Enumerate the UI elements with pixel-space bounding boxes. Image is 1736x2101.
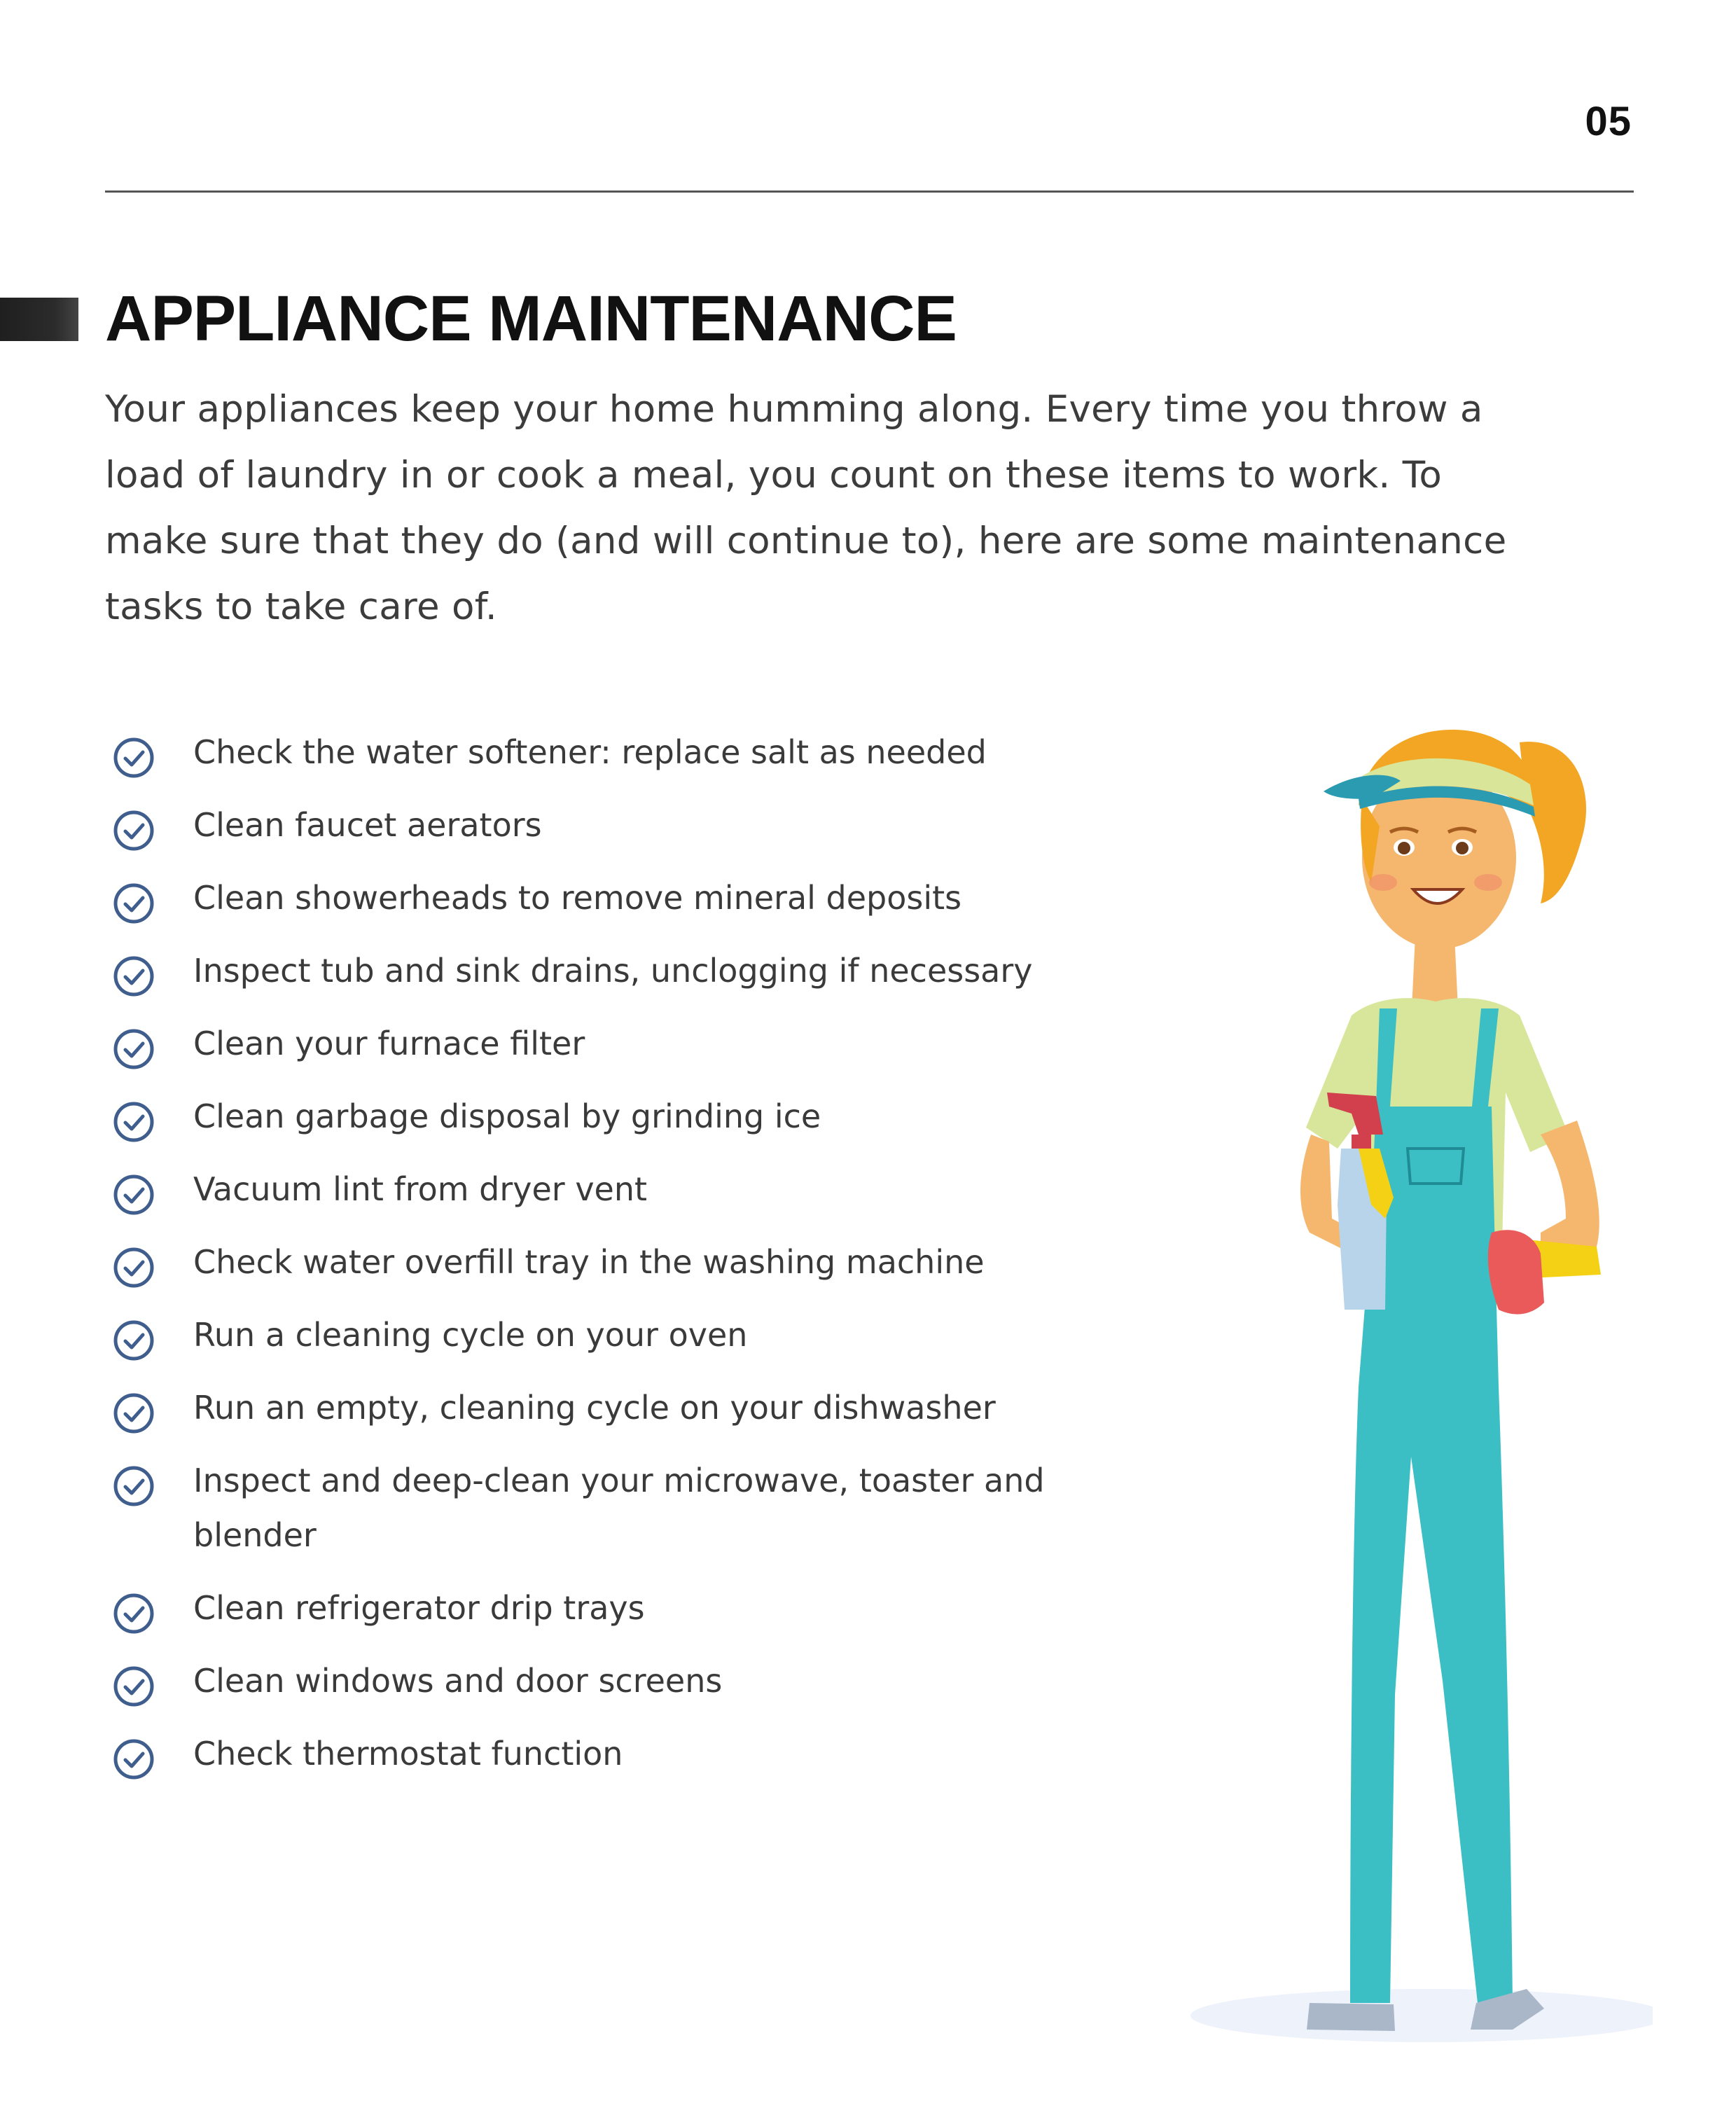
check-circle-icon: [112, 1592, 155, 1635]
task-label: Clean garbage disposal by grinding ice: [193, 1097, 821, 1135]
ponytail: [1520, 742, 1586, 903]
check-circle-icon: [112, 1319, 155, 1362]
cleaning-woman-illustration: [1148, 714, 1653, 2059]
task-item: [112, 1453, 1148, 1562]
check-circle-icon: [112, 955, 155, 998]
check-circle-icon: [112, 882, 155, 925]
task-item: [112, 943, 1148, 998]
task-label: Inspect tub and sink drains, unclogging if necessary: [193, 952, 1033, 990]
check-circle-icon: [112, 1464, 155, 1508]
check-circle-icon: [112, 1100, 155, 1144]
check-circle-icon: [112, 1738, 155, 1781]
task-label: Check thermostat function: [193, 1735, 623, 1773]
maintenance-task-list: [112, 725, 1148, 1799]
task-item: [112, 1380, 1148, 1435]
task-item: [112, 1235, 1148, 1289]
task-label: Clean your furnace filter: [193, 1025, 585, 1062]
check-circle-icon: [112, 1027, 155, 1071]
task-item: [112, 1726, 1148, 1781]
left-shoe: [1307, 2003, 1395, 2031]
task-label: Clean refrigerator drip trays: [193, 1589, 645, 1627]
section-title: APPLIANCE MAINTENANCE: [105, 283, 957, 354]
task-item: [112, 1089, 1148, 1144]
check-circle-icon: [112, 1246, 155, 1289]
task-item: [112, 1581, 1148, 1635]
floor-shadow: [1190, 1989, 1653, 2042]
check-circle-icon: [112, 1173, 155, 1216]
task-label: Check water overfill tray in the washing machine: [193, 1243, 985, 1281]
task-label: Inspect and deep-clean your microwave, toaster and blender: [193, 1462, 1045, 1554]
header-divider: [105, 190, 1634, 193]
task-item: [112, 1016, 1148, 1071]
section-marker-bar: [0, 298, 78, 341]
task-item: [112, 798, 1148, 852]
task-label: Clean windows and door screens: [193, 1662, 723, 1700]
task-label: Vacuum lint from dryer vent: [193, 1170, 648, 1208]
intro-paragraph: Your appliances keep your home humming along. Every time you throw a load of laundry in or cook a meal, you count on these items to work. To make sure that they do (and will continue to), here are some maintenance tasks to take care of.: [105, 388, 1507, 628]
task-item: [112, 1653, 1148, 1708]
task-item: [112, 725, 1148, 779]
task-label: Clean showerheads to remove mineral deposits: [193, 879, 962, 917]
task-label: Run an empty, cleaning cycle on your dishwasher: [193, 1389, 996, 1427]
task-item: [112, 1162, 1148, 1216]
check-circle-icon: [112, 1392, 155, 1435]
task-label: Run a cleaning cycle on your oven: [193, 1316, 748, 1354]
right-arm: [1541, 1121, 1599, 1261]
check-circle-icon: [112, 809, 155, 852]
check-circle-icon: [112, 1665, 155, 1708]
page-number: 05: [1585, 99, 1632, 144]
task-label: Clean faucet aerators: [193, 806, 542, 844]
task-item: [112, 1308, 1148, 1362]
check-circle-icon: [112, 736, 155, 779]
task-item: [112, 871, 1148, 925]
task-label: Check the water softener: replace salt as needed: [193, 733, 987, 771]
